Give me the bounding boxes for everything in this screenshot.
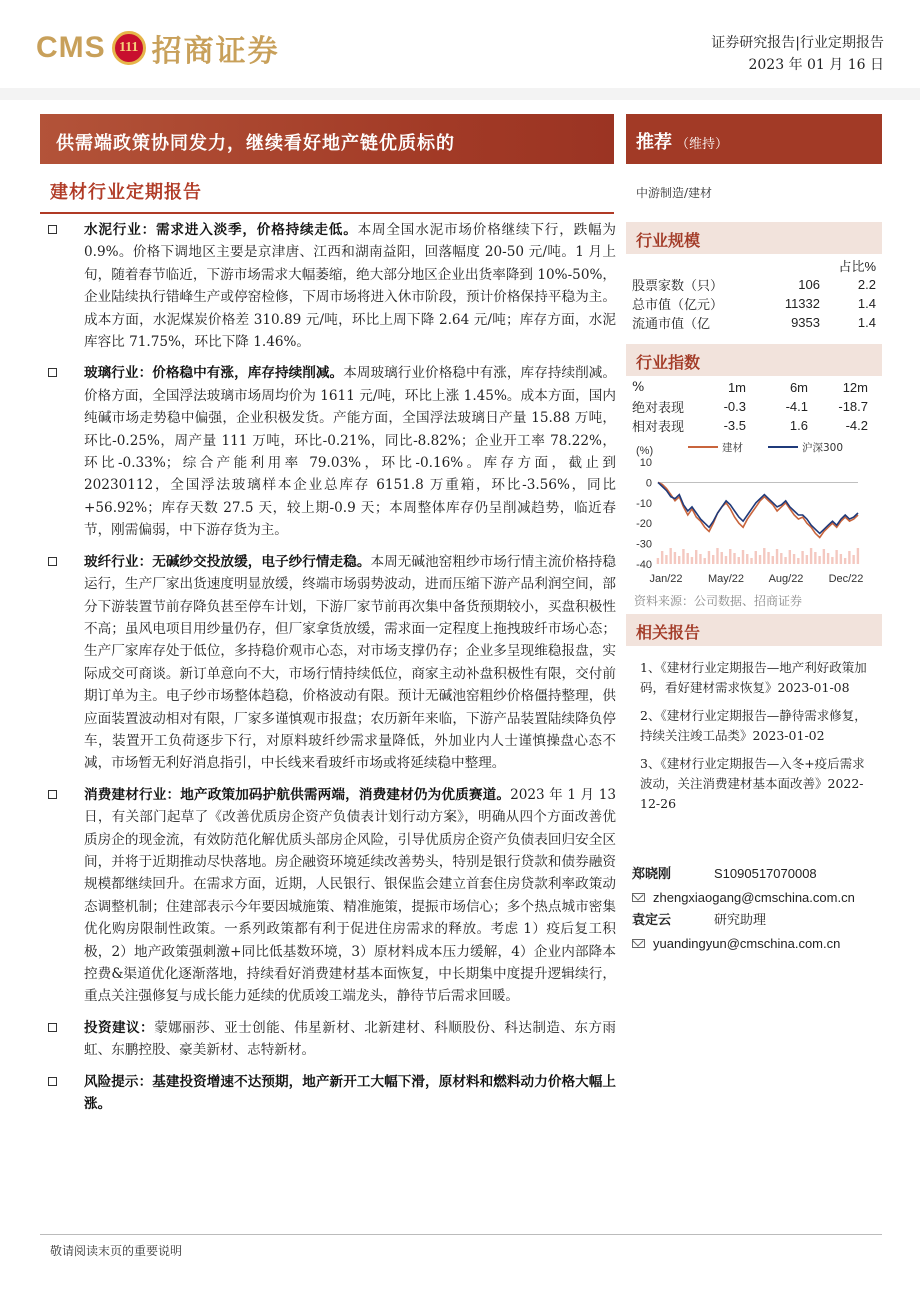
row-pct: 1.4 xyxy=(857,315,876,330)
relative-bar xyxy=(784,557,786,564)
rating-box xyxy=(626,114,882,164)
relative-bar xyxy=(755,551,757,564)
chart-source: 资料来源：公司数据、招商证券 xyxy=(634,594,803,608)
row-label: 绝对表现 xyxy=(632,401,685,416)
index-table xyxy=(632,378,868,435)
relative-bar xyxy=(738,557,740,564)
y-unit-label: (%) xyxy=(636,445,654,457)
section-fiberglass xyxy=(44,551,616,775)
footer-divider xyxy=(40,1234,882,1235)
logo-text: CMS xyxy=(36,31,106,64)
y-tick-label: -10 xyxy=(636,497,652,510)
section-cement xyxy=(44,219,616,353)
x-tick-label: Jan/22 xyxy=(649,573,683,585)
analyst-row xyxy=(632,862,882,886)
main-content xyxy=(44,219,616,1124)
table-row xyxy=(632,275,876,294)
logo-chinese-name: 招商证券 xyxy=(151,34,280,69)
col-header: % xyxy=(632,380,645,395)
index-heading: 行业指数 xyxy=(626,344,882,376)
report-meta xyxy=(711,32,884,76)
col-header: 12m xyxy=(842,380,868,395)
relative-bar xyxy=(797,558,799,564)
row-value: 11332 xyxy=(784,296,820,311)
legend-label: 沪深300 xyxy=(802,442,844,454)
analyst-name: 袁定云 xyxy=(632,913,672,928)
report-title: 供需端政策协同发力，继续看好地产链优质标的 xyxy=(40,114,614,164)
relative-bar xyxy=(704,558,706,564)
relative-bar xyxy=(691,557,693,564)
section-body: 本周全国水泥市场价格继续下行，跌幅为 0.9%。价格下调地区主要是京津唐、江西和湖南益阳，回落幅度 20-50 元/吨。1 月上旬，随着春节临近，下游市场需求大幅萎缩，绝大部分地区企业出货率降到 10%-50%，企业陆续执行错峰生产或停窑检修，下周市场将进入休市阶段，预计价格保持平稳为主。成本方面，水泥煤炭价格差 310.89 元/吨，环比上周下降 2.64 元/吨；库存方面，水泥库容比 71.75%，环比下降 1.46%。 xyxy=(84,222,617,351)
section-risk xyxy=(44,1071,616,1116)
relative-bar xyxy=(763,548,765,564)
mail-icon xyxy=(632,939,645,948)
related-report-link[interactable]: 1、《建材行业定期报告—地产利好政策加码，看好建材需求恢复》2023-01-08 xyxy=(640,660,867,695)
relative-bar xyxy=(746,554,748,564)
section-body: 蒙娜丽莎、亚士创能、伟星新材、北新建材、科顺股份、科达制造、东方雨虹、东鹏控股、豪美新材、志特新材。 xyxy=(84,1019,617,1059)
relative-bar xyxy=(844,558,846,564)
relative-bar xyxy=(840,554,842,564)
mail-icon xyxy=(632,893,645,902)
analyst-email[interactable]: zhengxiaogang@cmschina.com.cn xyxy=(653,890,855,905)
pct-header: 占比% xyxy=(838,259,876,274)
relative-bar xyxy=(806,555,808,564)
analyst-block xyxy=(632,862,882,955)
page-header xyxy=(0,0,920,100)
relative-bar xyxy=(852,555,854,564)
row-value: 9353 xyxy=(791,315,820,330)
cell-6m: -4.1 xyxy=(785,399,808,414)
relative-bar xyxy=(772,556,774,564)
report-date: 2023 年 01 月 16 日 xyxy=(748,57,884,73)
col-header: 6m xyxy=(789,380,808,395)
relative-bar xyxy=(848,551,850,564)
cell-1m: -0.3 xyxy=(723,399,746,414)
report-type: 证券研究报告|行业定期报告 xyxy=(711,35,884,51)
table-row xyxy=(632,294,876,313)
sidebar xyxy=(626,176,882,201)
bullet-square-icon xyxy=(48,790,57,799)
subtitle-divider xyxy=(40,212,614,214)
table-row xyxy=(632,416,868,435)
index-chart-svg xyxy=(628,438,882,588)
relative-bar xyxy=(818,556,820,564)
relative-bar xyxy=(665,555,667,564)
section-investment-advice xyxy=(44,1017,616,1062)
index-chart xyxy=(628,438,882,588)
table-row xyxy=(632,313,876,332)
relative-bar xyxy=(814,552,816,564)
relative-bar xyxy=(699,554,701,564)
relative-bar xyxy=(789,550,791,564)
section-head: 水泥行业：需求进入淡季，价格持续走低。 xyxy=(84,222,358,238)
analyst-email-row xyxy=(632,886,882,909)
y-tick-label: -40 xyxy=(636,559,652,571)
row-value: 106 xyxy=(798,277,820,292)
row-label: 流通市值（亿 xyxy=(632,317,711,332)
relative-bar xyxy=(776,549,778,564)
row-label: 总市值（亿元） xyxy=(632,298,724,313)
section-head: 风险提示：基建投资增速不达预期，地产新开工大幅下滑，原材料和燃料动力价格大幅上涨。 xyxy=(84,1073,616,1113)
relative-bar xyxy=(678,556,680,564)
relative-bar xyxy=(674,552,676,564)
logo-badge-icon: 111 xyxy=(112,31,146,65)
cell-12m: -4.2 xyxy=(845,418,868,433)
col-header: 1m xyxy=(727,380,746,395)
section-head: 玻纤行业：无碱纱交投放缓，电子纱行情走稳。 xyxy=(84,553,371,570)
header-divider xyxy=(0,88,920,100)
table-row xyxy=(632,378,868,397)
relative-bar xyxy=(827,553,829,564)
relative-bar xyxy=(686,553,688,564)
section-glass xyxy=(44,362,616,541)
section-body: 2023 年 1 月 13 日，有关部门起草了《改善优质房企资产负债表计划行动方案》，明确从四个方面改善优质房企的现金流，有效防范化解优质头部房企风险，引导优质房企资产负债表回归安全区间，并将于近期推动尽快落地。房企融资环境延续改善势头，特别是银行贷款和债券融资规模都继续回升。在需求方面，近期，人民银行、银保监会建立首套住房贷款利率政策动态调整机制；住建部表示今年要因城施策、精准施策，提振市场信心；多个热点城市密集优化购房限制性政策。一系列政策都有利于促进住房需求的释放。考虑 1）疫后复工积极，2）地产政策强刺激+同比低基数环境，3）原材料成本压力缓解，4）企业内部降本控费&渠道优化逐渐落地，持续看好消费建材基本面恢复，中长期集中度提升逻辑续行，重点关注强修复与成长能力延续的优质竣工端龙头，静待节后需求回暖。 xyxy=(84,786,616,1005)
relative-bar xyxy=(750,558,752,564)
relative-bar xyxy=(661,551,663,564)
relative-bar xyxy=(831,557,833,564)
bullet-square-icon xyxy=(48,225,57,234)
related-heading: 相关报告 xyxy=(626,614,882,646)
relative-bar xyxy=(733,553,735,564)
y-tick-label: 10 xyxy=(639,457,652,469)
section-head: 玻璃行业：价格稳中有涨，库存持续削减。 xyxy=(84,365,344,382)
cell-12m: -18.7 xyxy=(838,399,868,414)
row-label: 股票家数（只） xyxy=(632,279,724,294)
industry-label: 中游制造/建材 xyxy=(636,186,713,200)
relative-bar xyxy=(759,555,761,564)
section-body: 本周无碱池窑粗纱市场行情主流价格持稳运行，生产厂家出货速度明显放缓，终端市场弱势波动，进而压缩下游产品利润空间，部分下游装置节前存降负甚至停车计划，下游厂家节前再次集中备货预期较小，买盘积极性不高；虽风电项目用纱量仍存，但厂家拿货放缓，需求面一定程度上拖拽玻纤市场心态；生产厂家库存处于低位，多持稳价观市心态，对市场支撑仍存；企业多呈现维稳报盘，实际成交可商谈。新订单意向不大，市场行情持续低位，商家主动补盘积极性有限，交付前期订单为主。电子纱市场整体趋稳，价格波动有限。预计无碱池窑粗纱价格僵持整理，供应面装置波动相对有限，厂家多谨慎观市报盘；农历新年来临，下游产品装置陆续降负停车，装置开工负荷逐步下行，对原料玻纤纱需求量降低，外加业内人士谨慎操盘心态不减，市场暂无利好消息指引，中长线来看玻纤市场或将延续稳中整理。 xyxy=(84,553,617,772)
section-body: 本周玻璃行业价格稳中有涨，库存持续削减。价格方面，全国浮法玻璃市场周均价为 1611 元/吨，环比上涨 1.45%。成本方面，国内纯碱市场走势稳中偏强，企业积极发货。产能方面，全国浮法玻璃日产量 15.88 万吨，环比-0.25%，周产量 111 万吨，环比-0.21%，同比-8.82%；企业开工率 78.22%，环比-0.33%；综合产能利用率 79.03%，环比-0.16%。库存方面，截止到 20230112，全国浮法玻璃样本企业总库存 6151.8 万重箱，环比-3.56%，同比+56.92%；库存天数 27.5 天，较上期-0.9 天；本周整体库存仍呈削减趋势，临近春节，刚需偏弱，中下游存货为主。 xyxy=(84,365,616,539)
footer-note: 敬请阅读末页的重要说明 xyxy=(50,1244,183,1258)
relative-bar xyxy=(857,548,859,564)
bullet-square-icon xyxy=(48,1023,57,1032)
relative-bar xyxy=(729,549,731,564)
relative-bar xyxy=(682,549,684,564)
row-label: 相对表现 xyxy=(632,420,685,435)
cell-1m: -3.5 xyxy=(723,418,746,433)
analyst-code: S1090517070008 xyxy=(714,866,817,881)
rating-label: 推荐 xyxy=(636,132,672,153)
bullet-square-icon xyxy=(48,1077,57,1086)
relative-bar xyxy=(657,558,659,564)
analyst-email[interactable]: yuandingyun@cmschina.com.cn xyxy=(653,936,841,951)
row-pct: 2.2 xyxy=(857,277,876,292)
relative-bar xyxy=(767,552,769,564)
analyst-row xyxy=(632,909,882,932)
relative-bar xyxy=(835,550,837,564)
relative-bar xyxy=(695,550,697,564)
x-tick-label: May/22 xyxy=(707,573,745,585)
scale-table xyxy=(632,256,876,332)
section-consumer-materials xyxy=(44,784,616,1008)
relative-bar xyxy=(823,549,825,564)
report-subtitle: 建材行业定期报告 xyxy=(50,182,202,203)
table-row xyxy=(632,397,868,416)
y-tick-label: -20 xyxy=(636,518,652,531)
cms-logo xyxy=(36,26,280,70)
related-report-link[interactable]: 2、《建材行业定期报告—静待需求修复，持续关注竣工品类》2023-01-02 xyxy=(640,708,867,743)
x-tick-label: Aug/22 xyxy=(768,573,804,585)
relative-bar xyxy=(780,553,782,564)
section-head: 投资建议： xyxy=(84,1019,155,1036)
related-report-link[interactable]: 3、《建材行业定期报告—入冬+疫后需求波动，关注消费建材基本面改善》2022-12-26 xyxy=(640,756,865,811)
relative-bar xyxy=(801,551,803,564)
relative-bar xyxy=(716,548,718,564)
relative-bar xyxy=(810,548,812,564)
rating-sub: （维持） xyxy=(676,137,729,152)
relative-bar xyxy=(725,556,727,564)
x-tick-label: Dec/22 xyxy=(828,573,864,585)
relative-bar xyxy=(721,552,723,564)
table-row xyxy=(632,256,876,275)
relative-bar xyxy=(793,554,795,564)
bullet-square-icon xyxy=(48,368,57,377)
series-line-csi300 xyxy=(658,482,858,533)
bullet-square-icon xyxy=(48,557,57,566)
relative-bar xyxy=(712,555,714,564)
analyst-email-row xyxy=(632,932,882,955)
row-pct: 1.4 xyxy=(857,296,876,311)
relative-bar xyxy=(742,550,744,564)
legend-label: 建材 xyxy=(722,442,743,454)
related-reports xyxy=(640,658,876,822)
y-tick-label: -30 xyxy=(636,538,652,551)
y-tick-label: 0 xyxy=(645,477,652,490)
relative-bar xyxy=(708,551,710,564)
scale-heading: 行业规模 xyxy=(626,222,882,254)
relative-bar xyxy=(669,548,671,564)
analyst-code: 研究助理 xyxy=(714,913,767,928)
section-head: 消费建材行业：地产政策加码护航供需两端，消费建材仍为优质赛道。 xyxy=(84,786,511,803)
analyst-name: 郑晓刚 xyxy=(632,867,672,882)
cell-6m: 1.6 xyxy=(789,418,808,433)
